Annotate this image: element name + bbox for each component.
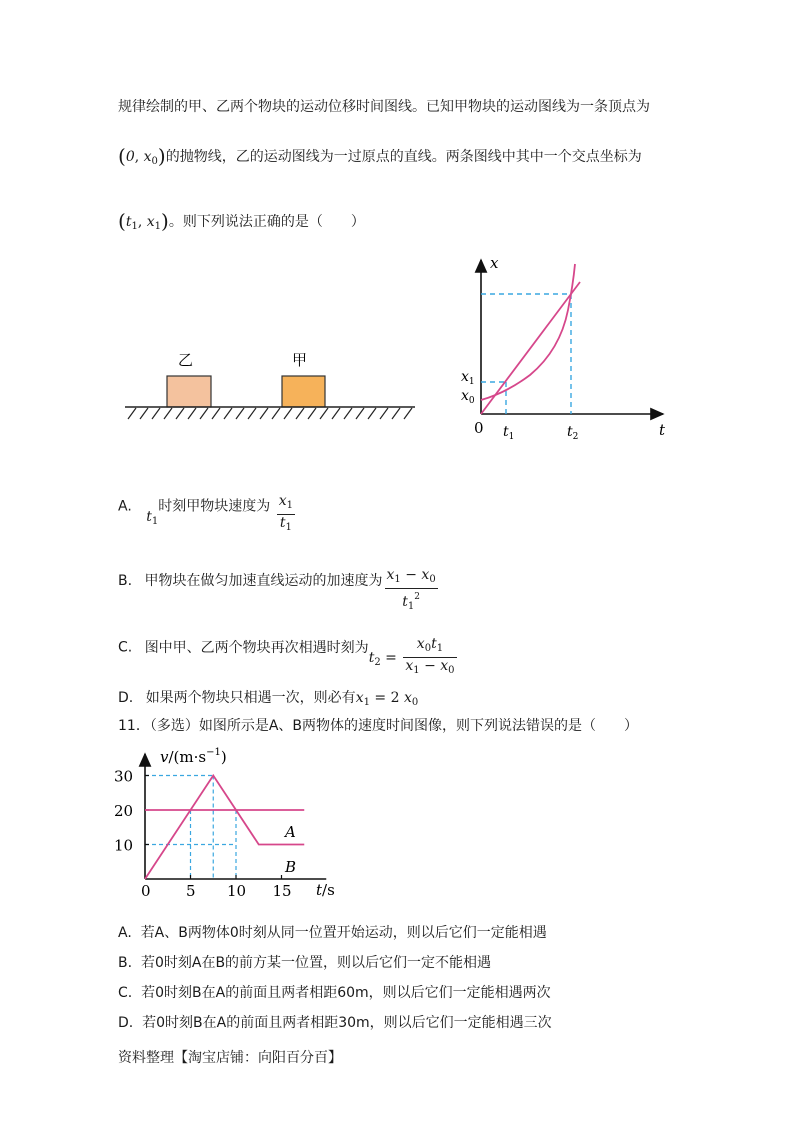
xt-y-label: x [490,254,499,272]
q11-stem: 11．（多选）如图所示是A、B两物体的速度时间图像，则下列说法错误的是（ ） [118,718,638,734]
ground-hatching [128,408,412,419]
block-yi [167,376,211,407]
vt-chart [110,742,370,900]
jia-parabola [481,264,575,400]
y-tick-label: 10 [114,836,134,855]
intro-line-3: ($t_1$, $x_1$)。则下列说法正确的是（ ） [118,209,365,233]
q10-option-d: D. 如果两个物块只相遇一次，则必有$x_1 = 2$ $x_0$ [118,690,419,708]
intro-line-1: 规律绘制的甲、乙两个物块的运动位移时间图线。已知甲物块的运动图线为一条顶点为 [118,99,650,115]
intro-line-2: (0, $x_0$)的抛物线，乙的运动图线为一过原点的直线。两条图线中其中一个交点坐标为 [118,144,642,168]
q10-c-fraction: $\frac{x_0t_1}{x_1 - x_0}$ [405,636,455,676]
q10-option-b: B. 甲物块在做匀加速直线运动的加速度为 $\frac{x_1 - x_0}{t_1^2}$ [118,557,440,605]
q11-option-d: D. 若0时刻B在A的前面且两者相距30m，则以后它们一定能相遇三次 [118,1015,552,1031]
intersection-coordinate: ($t_1$, $x_1$) [118,209,169,233]
y-tick-label: 30 [114,767,134,786]
xt-x1-label: $x_1$ [461,369,475,387]
y-tick-label: 20 [114,802,134,820]
block-label-jia: 甲 [292,351,308,369]
q11-option-b: B. 若0时刻A在B的前方某一位置，则以后它们一定不能相遇 [118,955,492,971]
block-jia [282,376,325,407]
xt-x0-label: $x_0$ [461,388,475,406]
q10-option-a: A. $t_1$时刻甲物块速度为 $\frac{x_1}{t_1}$ [118,485,297,528]
q10-a-fraction: $\frac{x_1}{t_1}$ [278,493,293,533]
vt-x-label: t/s [316,881,335,899]
x-tick-label: 5 [186,882,196,900]
footer-text: 资料整理【淘宝店铺：向阳百分百】 [118,1050,342,1066]
q10-b-fraction: $\frac{x_1 - x_0}{t_1^2}$ [386,567,436,612]
series-label-a: A [285,823,296,841]
xt-t2-label: $t_2$ [567,424,579,442]
xt-x-label: t [659,421,666,439]
vt-y-label: $v/(m\cdot s^{-1})$ [160,747,227,766]
x-tick-label: 10 [227,882,247,900]
vertex-coordinate: (0, $x_0$) [118,144,166,168]
x-tick-label: 15 [272,882,292,900]
xt-origin: 0 [474,419,484,437]
xt-t1-label: $t_1$ [503,424,515,442]
q10-option-c: C. 图中甲、乙两个物块再次相遇时刻为$t_2$ = $\frac{x_0t_1}{x_1 - x_0}$ [118,626,459,669]
q11-option-a: A. 若A、B两物体0时刻从同一位置开始运动，则以后它们一定能相遇 [118,925,547,941]
q11-option-c: C. 若0时刻B在A的前面且两者相距60m，则以后它们一定能相遇两次 [118,985,551,1001]
series-label-b: B [285,858,297,876]
series-line-b [145,776,304,880]
blocks-figure [120,345,420,425]
xt-graph [450,250,680,445]
block-label-yi: 乙 [178,351,194,369]
x-tick-label: 0 [141,882,151,900]
